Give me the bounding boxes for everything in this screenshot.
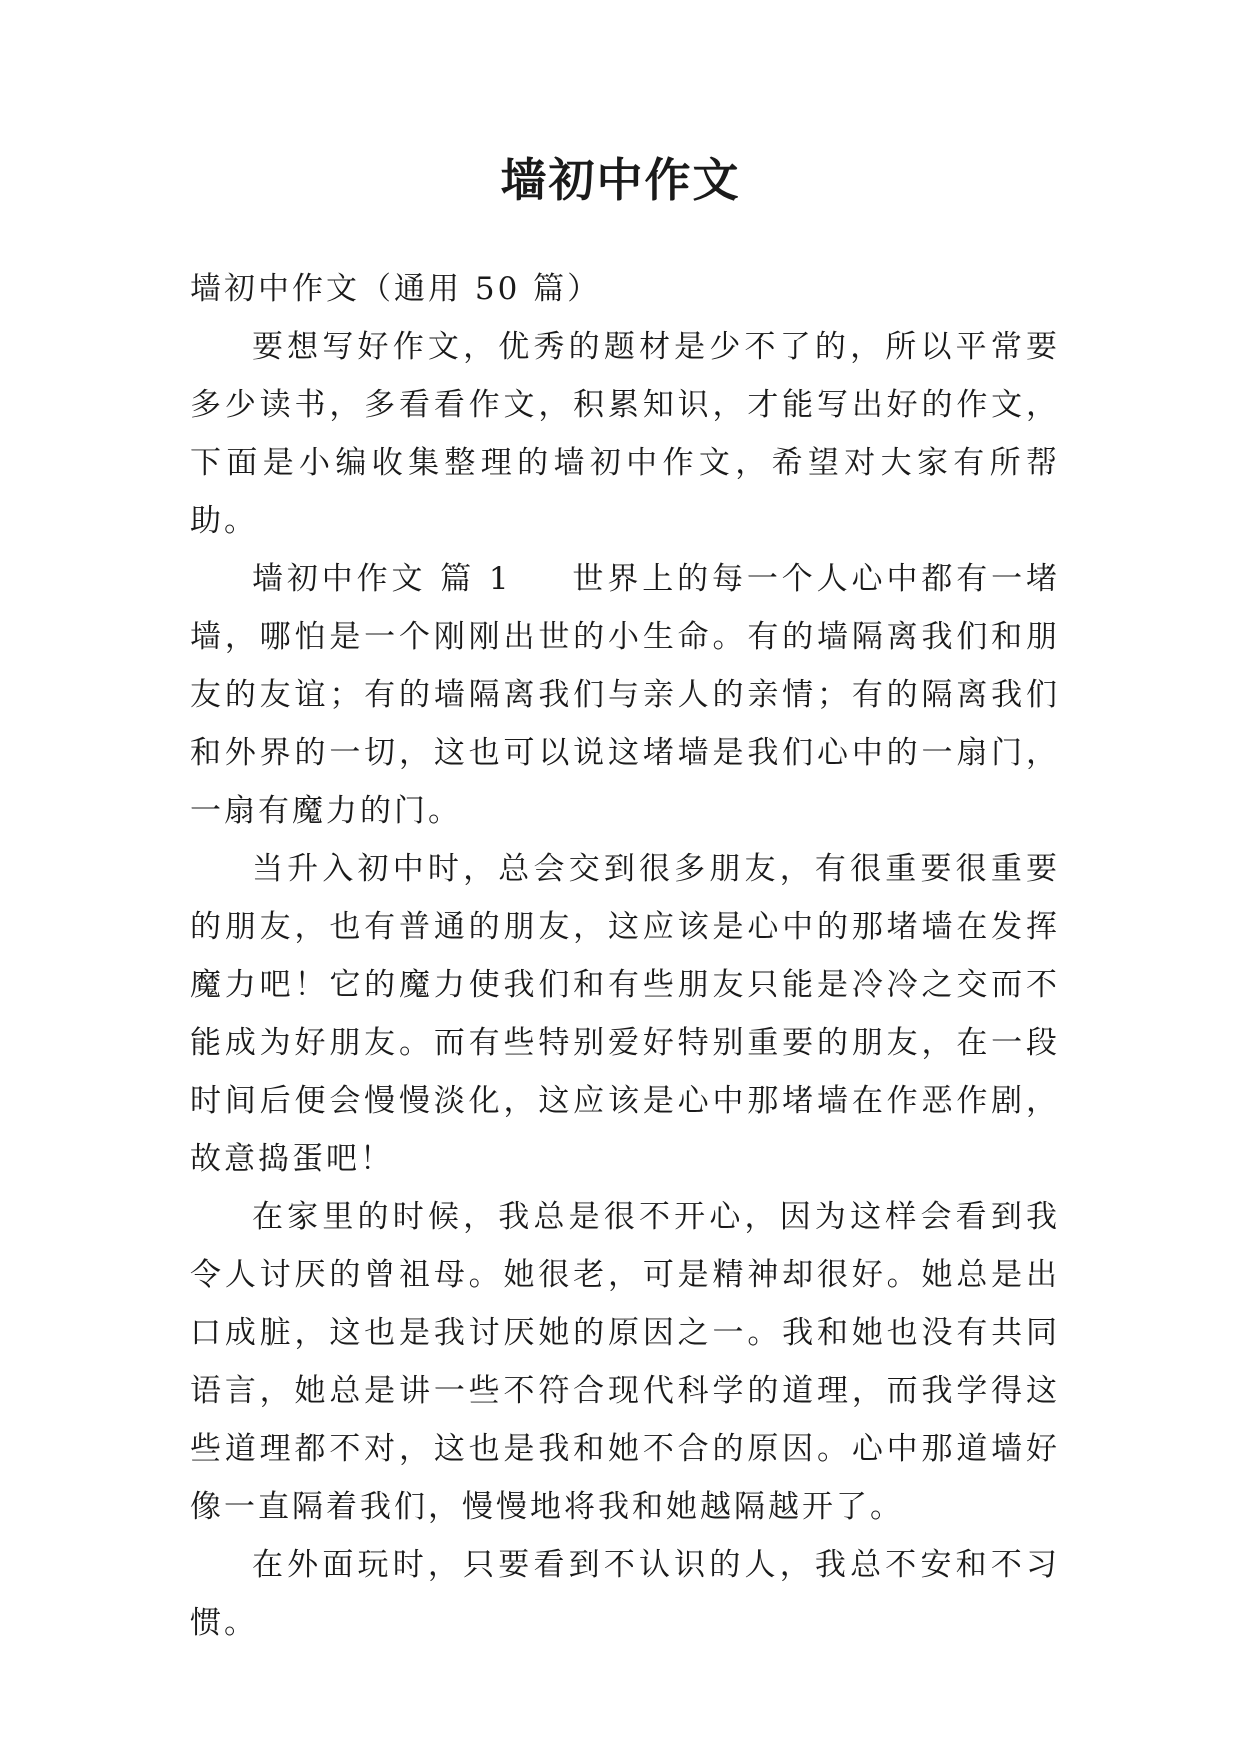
paragraph-4: 在外面玩时，只要看到不认识的人，我总不安和不习惯。 <box>190 1547 1060 1641</box>
paragraph-2: 当升入初中时，总会交到很多朋友，有很重要很重要的朋友，也有普通的朋友，这应该是心中的那堵墙在发挥魔力吧！它的魔力使我们和有些朋友只能是冷冷之交而不能成为好朋友。而有些特别爱好特别重要的朋友，在一段时间后便会慢慢淡化，这应该是心中那堵墙在作恶作剧，故意捣蛋吧！ <box>190 851 1060 1177</box>
paragraph-3: 在家里的时候，我总是很不开心，因为这样会看到我令人讨厌的曾祖母。她很老，可是精神却很好。她总是出口成脏，这也是我讨厌她的原因之一。我和她也没有共同语言，她总是讲一些不符合现代科学的道理，而我学得这些道理都不对，这也是我和她不合的原因。心中那道墙好像一直隔着我们，慢慢地将我和她越隔越开了。 <box>190 1199 1060 1525</box>
document-body <box>190 260 1060 1652</box>
paragraph-1-text: 世界上的每一个人心中都有一堵墙，哪怕是一个刚刚出世的小生命。有的墙隔离我们和朋友的友谊；有的墙隔离我们与亲人的亲情；有的隔离我们和外界的一切，这也可以说这堵墙是我们心中的一扇门，一扇有魔力的门。 <box>190 561 1060 829</box>
section-1-paragraph <box>190 550 1060 840</box>
document-title: 墙初中作文 <box>500 153 741 207</box>
section-heading: 墙初中作文 篇 1 <box>252 561 512 597</box>
document-subtitle: 墙初中作文（通用 50 篇） <box>190 271 602 307</box>
intro-paragraph: 要想写好作文，优秀的题材是少不了的，所以平常要多少读书，多看看作文，积累知识，才能写出好的作文，下面是小编收集整理的墙初中作文，希望对大家有所帮助。 <box>190 329 1060 539</box>
